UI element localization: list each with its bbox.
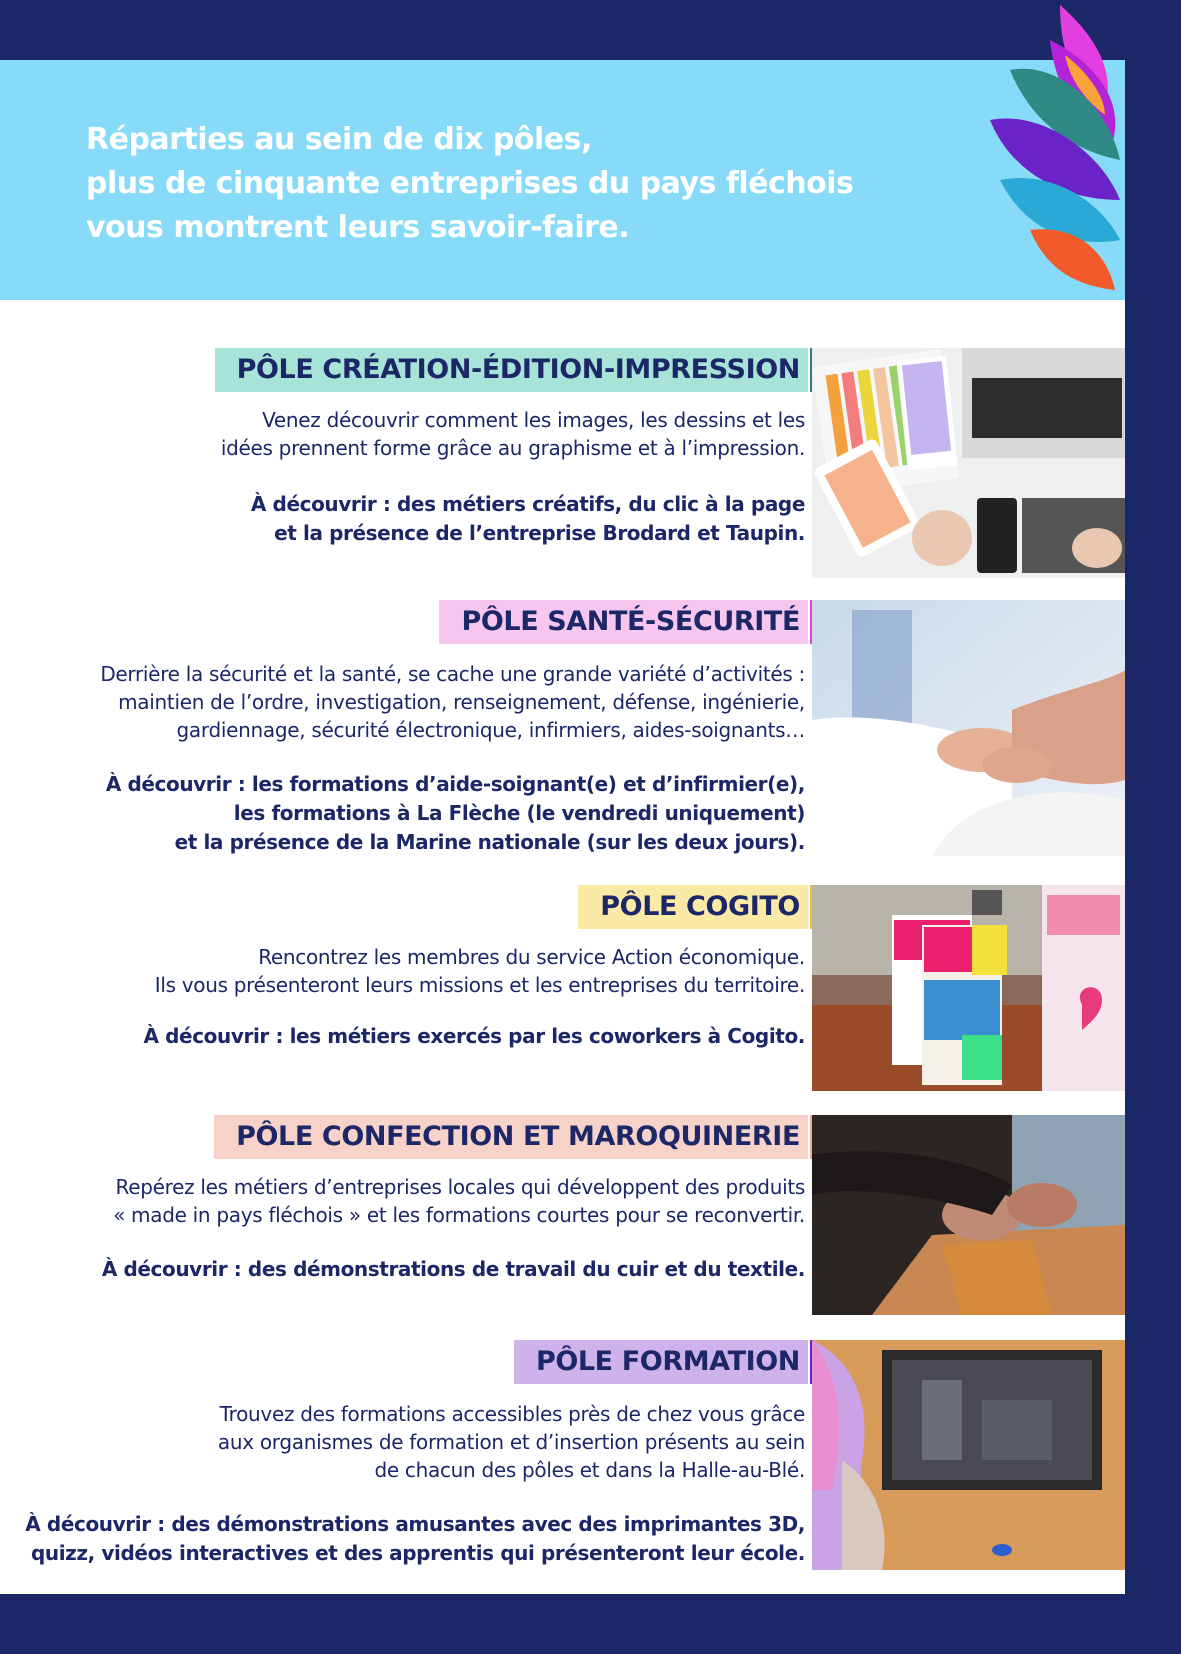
body-line: maintien de l’ordre, investigation, renseignement, défense, ingénierie, xyxy=(118,690,805,714)
hero-line: plus de cinquante entreprises du pays fléchois xyxy=(86,166,854,201)
section-highlight xyxy=(25,1510,805,1568)
section-title: PÔLE CONFECTION ET MAROQUINERIE xyxy=(214,1115,808,1159)
body-line: Trouvez des formations accessibles près de chez vous grâce xyxy=(219,1402,805,1426)
body-line: Derrière la sécurité et la santé, se cache une grande variété d’activités : xyxy=(100,662,805,686)
hero-banner xyxy=(0,60,1125,300)
body-line: de chacun des pôles et dans la Halle-au-Blé. xyxy=(374,1458,805,1482)
section-title: PÔLE FORMATION xyxy=(514,1340,808,1384)
hero-line: vous montrent leurs savoir-faire. xyxy=(86,210,630,245)
section-body xyxy=(155,943,805,999)
highlight-line: À découvrir : des démonstrations amusantes avec des imprimantes 3D, xyxy=(25,1512,805,1536)
body-line: Venez découvrir comment les images, les dessins et les xyxy=(262,408,805,432)
cogito-stand-photo-icon xyxy=(812,885,1125,1091)
highlight-line: À découvrir : des démonstrations de travail du cuir et du textile. xyxy=(101,1257,805,1281)
body-line: Repérez les métiers d’entreprises locales qui développent des produits xyxy=(115,1175,805,1199)
section-body xyxy=(218,1400,805,1484)
highlight-line: À découvrir : les formations d’aide-soignant(e) et d’infirmier(e), xyxy=(105,772,805,796)
right-band xyxy=(1125,0,1181,1654)
body-line: « made in pays fléchois » et les formations courtes pour se reconvertir. xyxy=(113,1203,805,1227)
leather-work-photo-icon xyxy=(812,1115,1125,1315)
flower-decoration-icon xyxy=(990,0,1130,300)
body-line: Rencontrez les membres du service Action économique. xyxy=(258,945,805,969)
highlight-line: et la présence de la Marine nationale (sur les deux jours). xyxy=(174,830,805,854)
body-line: idées prennent forme grâce au graphisme et à l’impression. xyxy=(220,436,805,460)
section-highlight xyxy=(102,1255,805,1284)
section-body xyxy=(100,660,805,744)
highlight-line: et la présence de l’entreprise Brodard et Taupin. xyxy=(274,521,805,545)
section-title: PÔLE COGITO xyxy=(578,885,808,929)
design-desk-photo-icon xyxy=(812,348,1125,578)
hero-heading xyxy=(86,118,986,250)
highlight-line: les formations à La Flèche (le vendredi uniquement) xyxy=(233,801,805,825)
section-title: PÔLE CRÉATION-ÉDITION-IMPRESSION xyxy=(215,348,808,392)
body-line: gardiennage, sécurité électronique, infirmiers, aides-soignants… xyxy=(176,718,805,742)
highlight-line: À découvrir : des métiers créatifs, du clic à la page xyxy=(250,492,805,516)
highlight-line: À découvrir : les métiers exercés par les coworkers à Cogito. xyxy=(143,1024,805,1048)
section-highlight xyxy=(144,1022,806,1051)
hero-line: Réparties au sein de dix pôles, xyxy=(86,122,592,157)
body-line: Ils vous présenteront leurs missions et les entreprises du territoire. xyxy=(154,973,805,997)
section-body xyxy=(113,1173,805,1229)
bottom-band xyxy=(0,1594,1181,1654)
section-highlight xyxy=(251,490,805,548)
highlight-line: quizz, vidéos interactives et des apprentis qui présenteront leur école. xyxy=(30,1541,805,1565)
screen-demo-photo-icon xyxy=(812,1340,1125,1570)
section-title: PÔLE SANTÉ-SÉCURITÉ xyxy=(439,600,808,644)
section-highlight xyxy=(106,770,805,857)
care-hands-photo-icon xyxy=(812,600,1125,856)
body-line: aux organismes de formation et d’insertion présents au sein xyxy=(217,1430,805,1454)
section-body xyxy=(221,406,805,462)
